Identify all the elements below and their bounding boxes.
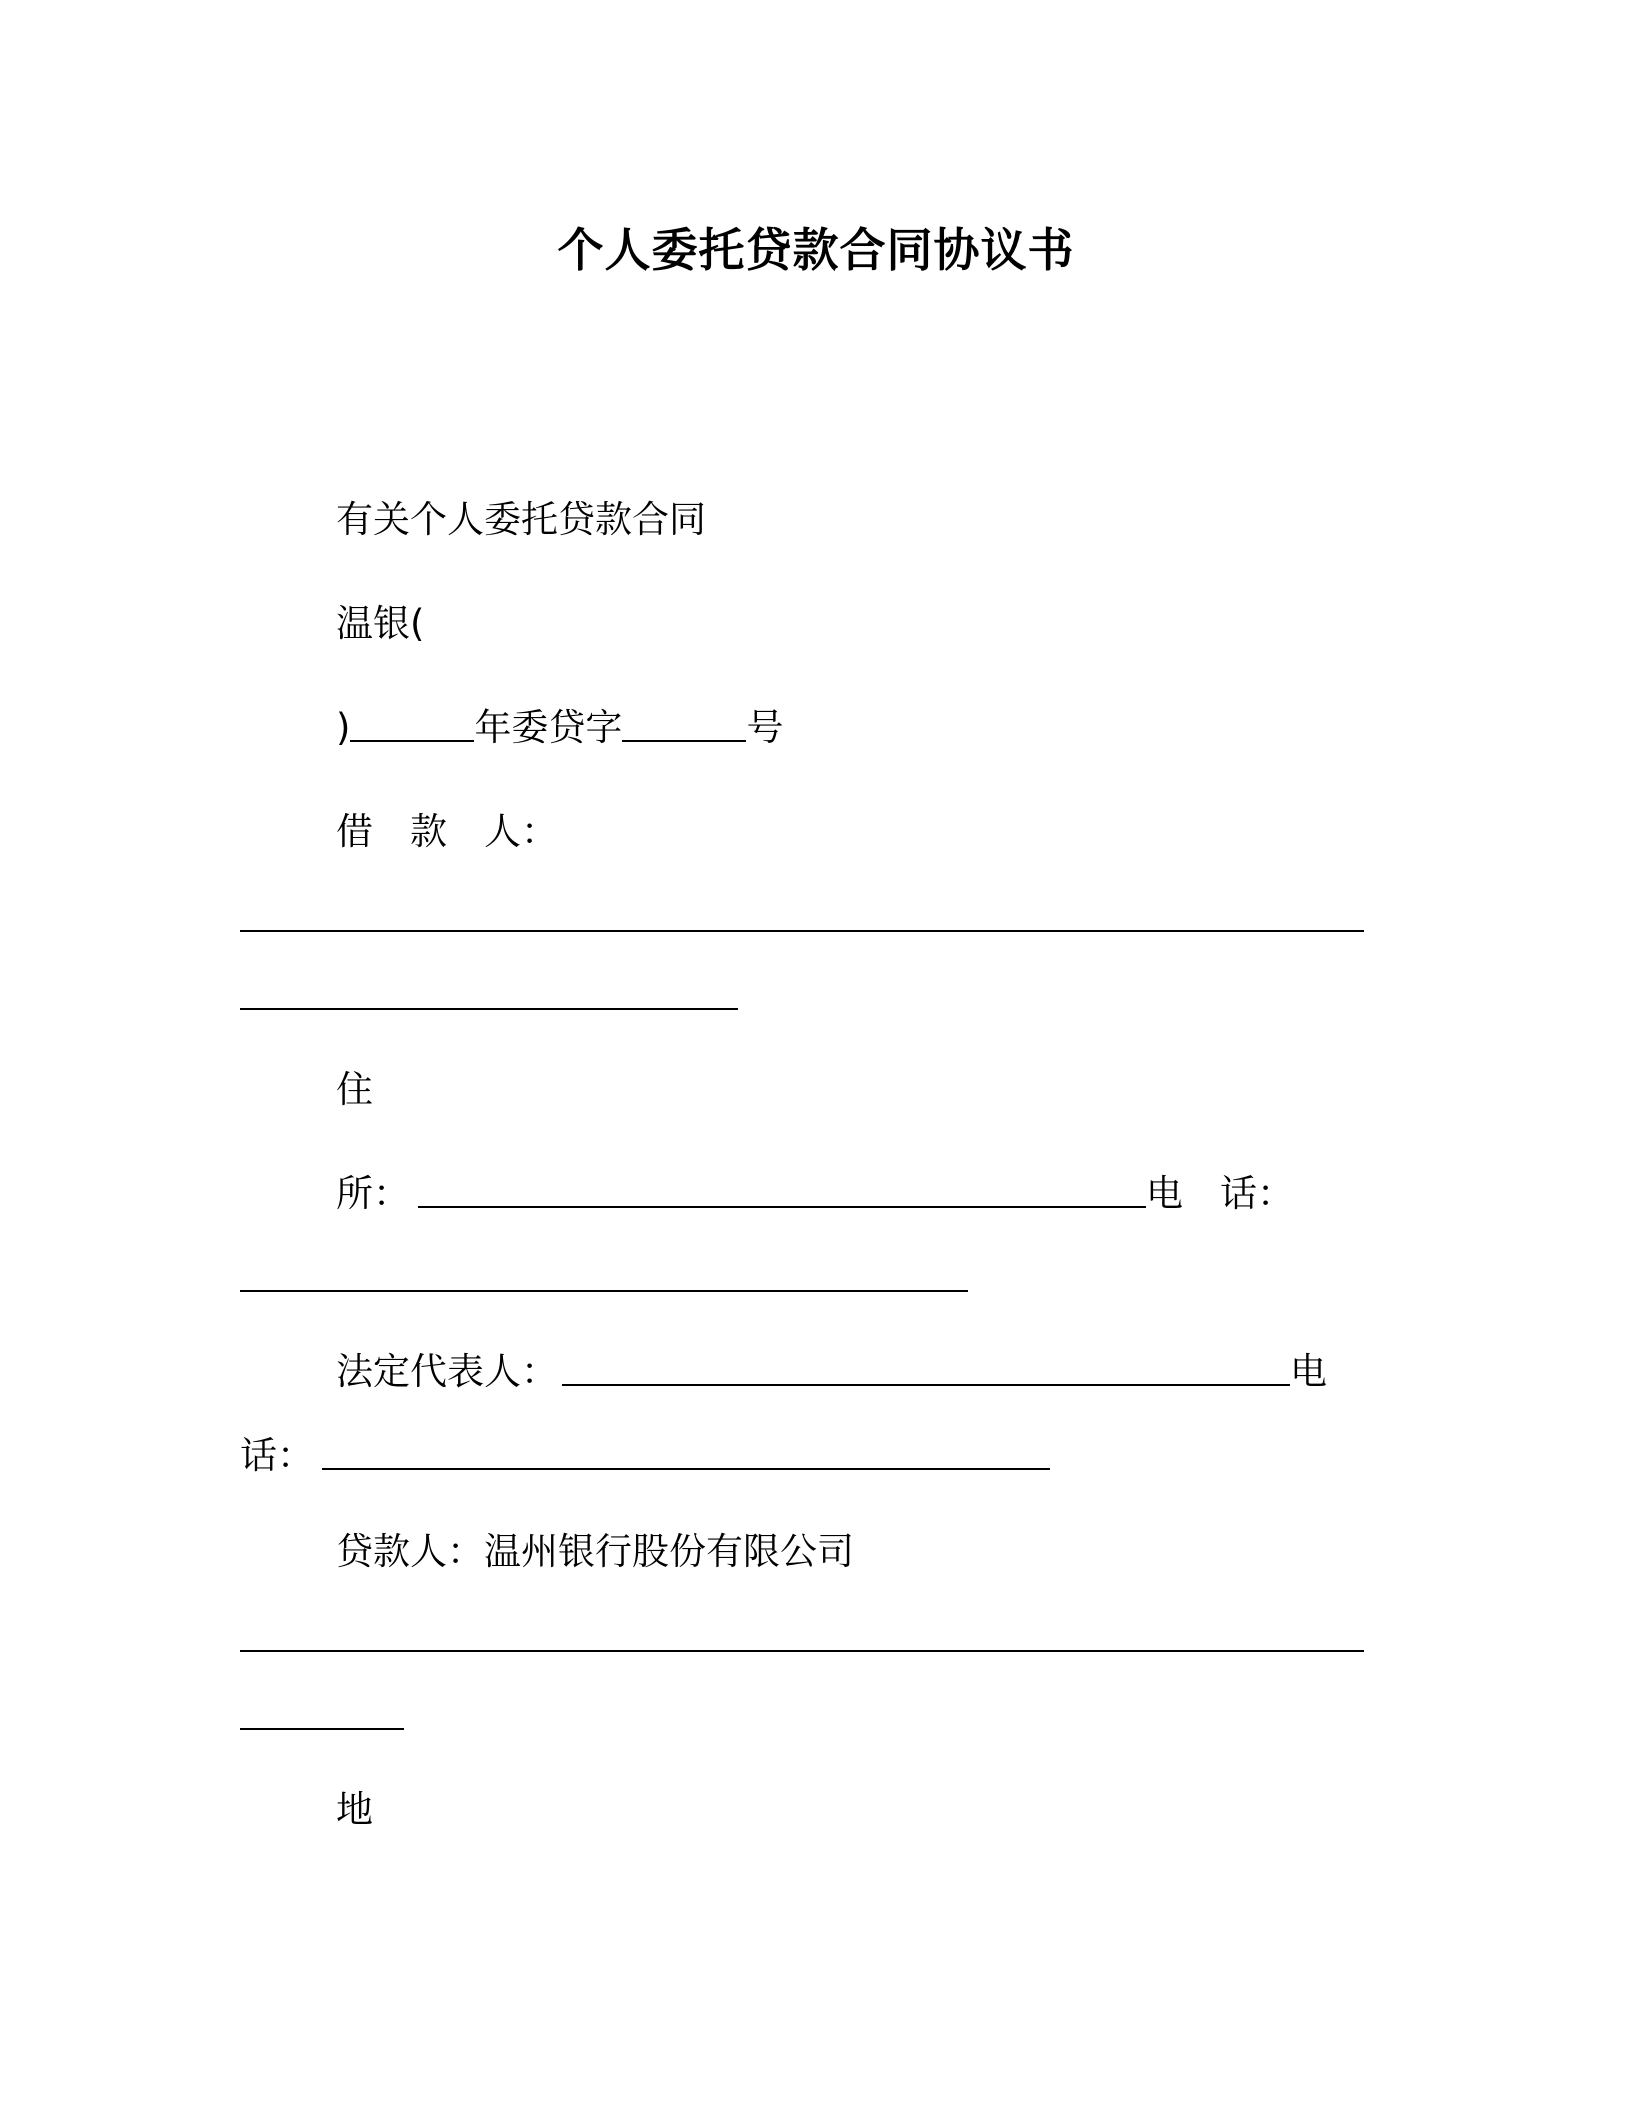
- legal-rep-blank: [562, 1382, 1290, 1386]
- document-title: 个人委托贷款合同协议书: [557, 223, 1075, 277]
- phone-char-2: 话：: [1220, 1172, 1294, 1215]
- phone-blank-rule: [240, 1290, 968, 1292]
- lender-blank-rule-2: [240, 1728, 404, 1730]
- wenyin-line: 温银(: [336, 602, 425, 645]
- address-line-1: 住: [336, 1068, 373, 1111]
- legal-phone-blank: [322, 1466, 1050, 1470]
- number-blank: [622, 738, 746, 742]
- legal-rep-label: 法定代表人：: [336, 1350, 558, 1393]
- address-blank: [418, 1204, 1146, 1208]
- lender-line: [336, 1530, 854, 1574]
- borrower-char-1: 借: [336, 810, 373, 853]
- legal-phone-line: [240, 1434, 1050, 1478]
- lender-blank-rule-1: [240, 1650, 1364, 1652]
- borrower-line: [336, 810, 558, 854]
- legal-rep-line: [336, 1350, 1327, 1394]
- year-blank: [350, 738, 474, 742]
- close-paren: ): [336, 706, 351, 749]
- contract-number-line: [336, 706, 783, 750]
- year-label: 年委贷字: [474, 706, 623, 749]
- address-label: 所：: [336, 1172, 410, 1215]
- borrower-char-3: 人：: [484, 810, 558, 853]
- borrower-char-2: 款: [410, 810, 447, 853]
- number-suffix: 号: [746, 706, 784, 749]
- borrower-blank-rule-2: [240, 1008, 738, 1010]
- subtitle-line: 有关个人委托贷款合同: [336, 498, 706, 541]
- lender-label: 贷款人：: [336, 1530, 484, 1573]
- legal-phone-label: 话：: [240, 1434, 314, 1477]
- legal-phone-char-1: 电: [1290, 1350, 1327, 1393]
- location-line: 地: [336, 1788, 373, 1831]
- address-line-2: [336, 1172, 1294, 1216]
- lender-name: 温州银行股份有限公司: [484, 1530, 854, 1573]
- borrower-blank-rule-1: [240, 930, 1364, 932]
- phone-char-1: 电: [1146, 1172, 1183, 1215]
